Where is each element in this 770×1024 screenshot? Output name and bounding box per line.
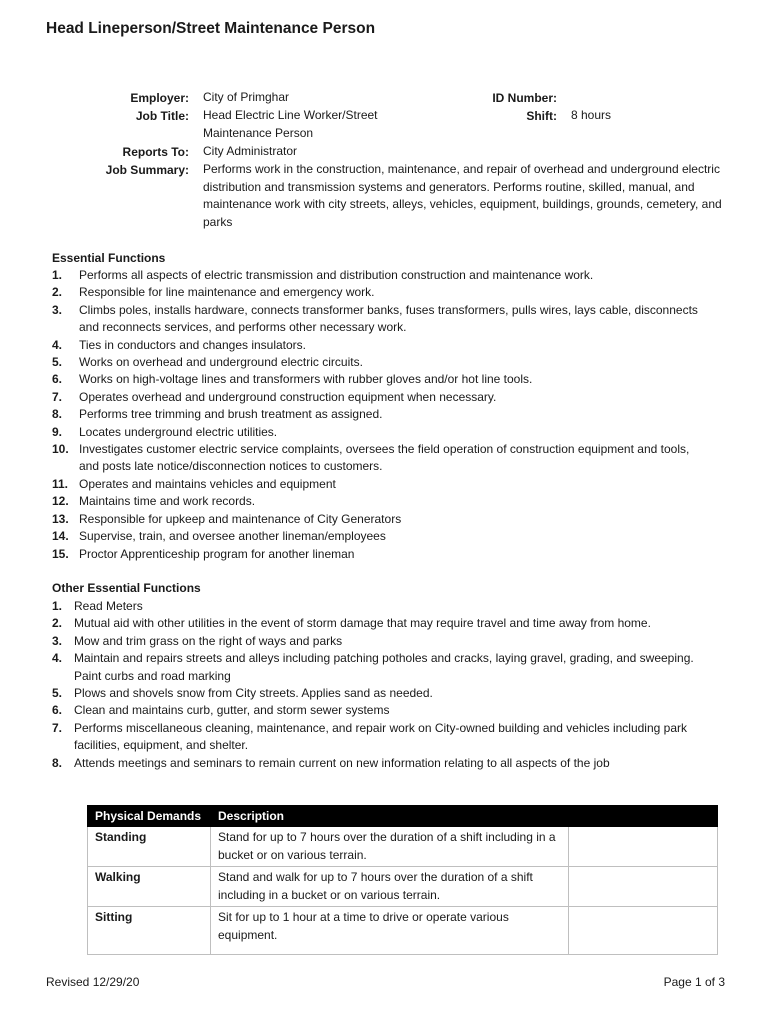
list-item-number: 6.	[52, 703, 63, 718]
list-item-number: 8.	[52, 407, 63, 422]
demand-extra-cell	[569, 867, 718, 907]
demand-name-cell: Sitting	[88, 907, 211, 955]
list-item-text: Climbs poles, installs hardware, connects transformer banks, fuses transformers, pulls wires, lays cable, disconnects and reconnects services, and performs other necessary work.	[79, 302, 698, 335]
list-item-text: Mow and trim grass on the right of ways and parks	[74, 633, 343, 648]
list-item-number: 7.	[52, 389, 63, 404]
list-item-number: 5.	[52, 355, 63, 370]
list-item	[52, 267, 712, 284]
list-item-number: 2.	[52, 616, 63, 631]
list-item	[52, 702, 717, 719]
list-item-number: 3.	[52, 302, 63, 317]
job-title-value: Head Electric Line Worker/Street Maintenance Person	[203, 108, 378, 140]
list-item-number: 13.	[52, 511, 69, 526]
table-row	[88, 827, 718, 867]
list-item-number: 15.	[52, 546, 69, 561]
list-item-text: Operates and maintains vehicles and equipment	[79, 476, 336, 491]
list-item	[52, 650, 717, 685]
list-item	[52, 406, 712, 423]
list-item-number: 9.	[52, 424, 63, 439]
list-item-text: Operates overhead and underground construction equipment when necessary.	[79, 389, 497, 404]
list-item-number: 4.	[52, 337, 63, 352]
demand-description-cell: Stand and walk for up to 7 hours over the duration of a shift including in a bucket or on various terrain.	[211, 867, 569, 907]
demand-name-cell: Walking	[88, 867, 211, 907]
revised-date: Revised 12/29/20	[46, 975, 140, 989]
other-functions-title: Other Essential Functions	[52, 581, 201, 595]
list-item-text: Works on high-voltage lines and transformers with rubber gloves and/or hot line tools.	[79, 372, 533, 387]
essential-functions-list	[52, 267, 712, 563]
list-item-text: Works on overhead and underground electric circuits.	[79, 355, 363, 370]
list-item	[52, 720, 717, 755]
document-title: Head Lineperson/Street Maintenance Person	[46, 20, 376, 37]
demand-description-cell: Stand for up to 7 hours over the duration of a shift including in a bucket or on various terrain.	[211, 827, 569, 867]
job-title-label: Job Title:	[135, 109, 189, 123]
physical-demands-table	[87, 805, 718, 955]
list-item	[52, 424, 712, 441]
list-item-number: 2.	[52, 285, 63, 300]
list-item-text: Clean and maintains curb, gutter, and storm sewer systems	[74, 703, 390, 718]
reports-to-label: Reports To:	[122, 145, 189, 159]
shift-label: Shift:	[526, 109, 557, 123]
list-item-text: Investigates customer electric service complaints, oversees the field operation of construction equipment and tools, and posts late notice/disconnection notices to customers.	[79, 442, 690, 474]
list-item-text: Responsible for line maintenance and emergency work.	[79, 285, 375, 300]
list-item-number: 7.	[52, 720, 63, 735]
list-item-text: Maintains time and work records.	[79, 494, 256, 509]
column-header-blank	[569, 806, 718, 827]
list-item	[52, 755, 717, 772]
list-item-text: Mutual aid with other utilities in the event of storm damage that may require travel and time away from home.	[74, 616, 651, 631]
column-header-description: Description	[211, 806, 569, 827]
table-header-row	[88, 806, 718, 827]
list-item-number: 12.	[52, 494, 69, 509]
employer-label: Employer:	[130, 91, 189, 105]
list-item-number: 4.	[52, 651, 63, 666]
table-row	[88, 867, 718, 907]
list-item	[52, 371, 712, 388]
shift-value: 8 hours	[571, 108, 612, 122]
list-item-text: Attends meetings and seminars to remain current on new information relating to all aspects of the job	[74, 755, 610, 770]
list-item	[52, 441, 712, 476]
list-item	[52, 615, 717, 632]
list-item-number: 3.	[52, 633, 63, 648]
list-item-number: 6.	[52, 372, 63, 387]
job-summary-value: Performs work in the construction, maintenance, and repair of overhead and underground electric distribution and transmission systems and generators. Performs routine, skilled, manual, and maintenance work with city streets, alleys, vehicles, equipment, buildings, grounds, cemetery, and parks	[203, 162, 722, 229]
list-item-number: 1.	[52, 268, 63, 282]
list-item-text: Plows and shovels snow from City streets. Applies sand as needed.	[74, 686, 433, 701]
list-item-number: 1.	[52, 599, 63, 613]
table-row	[88, 907, 718, 955]
demand-extra-cell	[569, 827, 718, 867]
list-item	[52, 685, 717, 702]
list-item-text: Proctor Apprenticeship program for another lineman	[79, 546, 355, 561]
list-item	[52, 302, 712, 337]
other-functions-list	[52, 598, 717, 772]
employer-value: City of Primghar	[203, 90, 290, 104]
list-item	[52, 546, 712, 563]
list-item-number: 10.	[52, 442, 69, 457]
list-item-number: 8.	[52, 755, 63, 770]
list-item-text: Read Meters	[74, 599, 143, 613]
list-item-number: 5.	[52, 686, 63, 701]
list-item-text: Performs all aspects of electric transmission and distribution construction and maintenance work.	[79, 268, 594, 282]
list-item-text: Ties in conductors and changes insulators.	[79, 337, 307, 352]
list-item-text: Maintain and repairs streets and alleys including patching potholes and cracks, laying gravel, grading, and sweeping. Paint curbs and road marking	[74, 651, 694, 683]
list-item-number: 14.	[52, 529, 69, 544]
list-item	[52, 337, 712, 354]
list-item-text: Locates underground electric utilities.	[79, 424, 278, 439]
list-item	[52, 284, 712, 301]
list-item-text: Responsible for upkeep and maintenance of City Generators	[79, 511, 402, 526]
list-item	[52, 389, 712, 406]
list-item	[52, 511, 712, 528]
list-item-text: Supervise, train, and oversee another lineman/employees	[79, 529, 386, 544]
column-header-physical-demands: Physical Demands	[88, 806, 211, 827]
list-item-text: Performs miscellaneous cleaning, maintenance, and repair work on City-owned building and vehicles including park facilities, equipment, and shelter.	[74, 720, 687, 753]
list-item-text: Performs tree trimming and brush treatment as assigned.	[79, 407, 383, 422]
reports-to-value: City Administrator	[203, 144, 298, 158]
essential-functions-title: Essential Functions	[52, 251, 166, 265]
page-number: Page 1 of 3	[663, 975, 725, 989]
demand-extra-cell	[569, 907, 718, 955]
job-summary-label: Job Summary:	[105, 163, 189, 177]
list-item	[52, 476, 712, 493]
id-number-label: ID Number:	[492, 91, 557, 105]
list-item	[52, 633, 717, 650]
list-item	[52, 493, 712, 510]
list-item	[52, 354, 712, 371]
list-item	[52, 528, 712, 545]
demand-name-cell: Standing	[88, 827, 211, 867]
demand-description-cell: Sit for up to 1 hour at a time to drive or operate various equipment.	[211, 907, 569, 955]
list-item-number: 11.	[52, 476, 69, 491]
list-item	[52, 598, 717, 615]
